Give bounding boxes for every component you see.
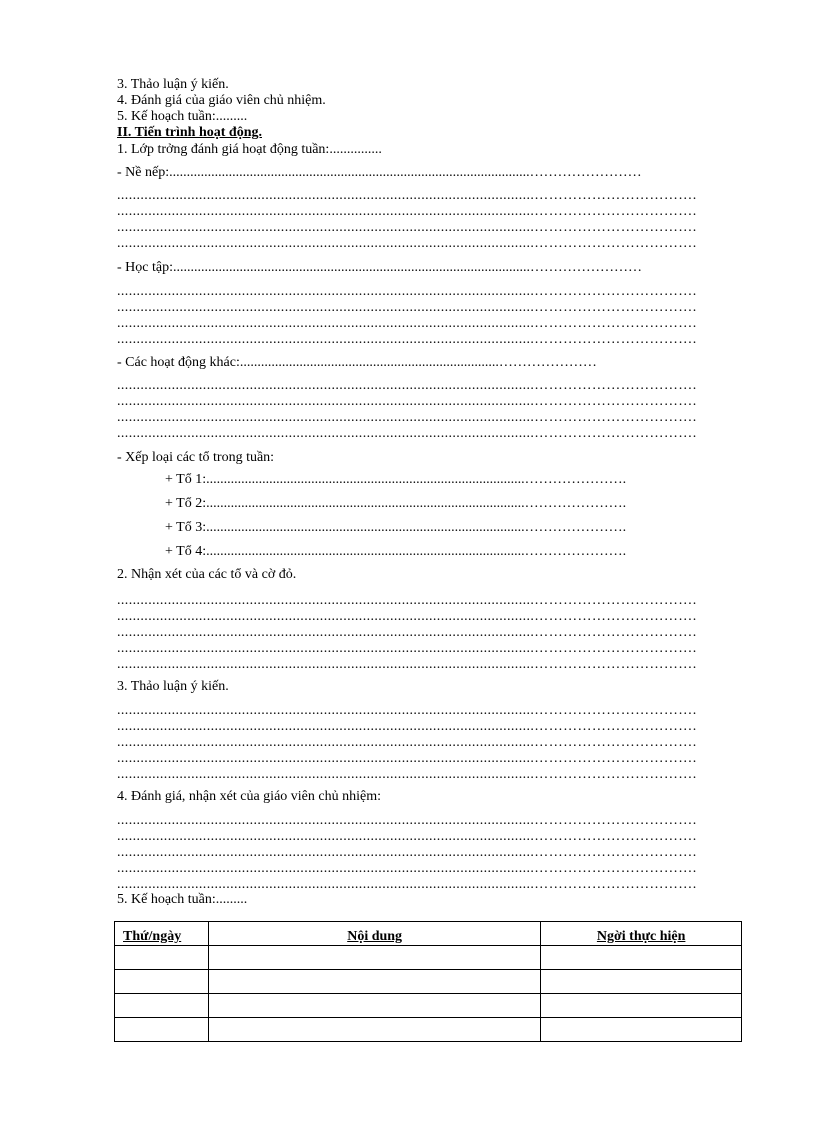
fill-line: ...........................................................................................................……………………………. bbox=[117, 410, 697, 425]
fill-line: ...........................................................................................................……………………………. bbox=[117, 378, 697, 393]
fill-line: ...........................................................................................................……………………………. bbox=[117, 188, 697, 203]
ne-nep-label: - Nề nếp:.......................................................................................................…………………… bbox=[117, 165, 642, 180]
table-cell[interactable] bbox=[541, 970, 742, 994]
part-2-title: 2. Nhận xét của các tổ và cờ đỏ. bbox=[117, 567, 297, 582]
fill-line: ...........................................................................................................……………………………. bbox=[117, 394, 697, 409]
fill-line: ...........................................................................................................……………………………. bbox=[117, 316, 697, 331]
fill-line: ...........................................................................................................……………………………. bbox=[117, 300, 697, 315]
table-cell[interactable] bbox=[208, 970, 540, 994]
fill-line: ...........................................................................................................……………………………. bbox=[117, 657, 697, 672]
fill-line: ...........................................................................................................……………………………. bbox=[117, 877, 697, 892]
fill-line: ...........................................................................................................……………………………. bbox=[117, 236, 697, 251]
intro-item-4: 4. Đánh giá của giáo viên chủ nhiệm. bbox=[117, 93, 326, 108]
part-3-title: 3. Thảo luận ý kiến. bbox=[117, 679, 229, 694]
table-row bbox=[115, 946, 742, 970]
table-cell[interactable] bbox=[115, 1018, 209, 1042]
fill-line: ...........................................................................................................……………………………. bbox=[117, 829, 697, 844]
table-cell[interactable] bbox=[115, 970, 209, 994]
table-cell[interactable] bbox=[115, 994, 209, 1018]
header-person: Ngời thực hiện bbox=[541, 922, 742, 946]
section-2-heading: II. Tiến trình hoạt động. bbox=[117, 125, 262, 140]
to-2-line: + Tổ 2:...........................................................................................…………………. bbox=[165, 496, 627, 511]
header-day: Thứ/ngày bbox=[115, 922, 209, 946]
table-cell[interactable] bbox=[208, 994, 540, 1018]
fill-line: ...........................................................................................................……………………………. bbox=[117, 861, 697, 876]
fill-line: ...........................................................................................................……………………………. bbox=[117, 719, 697, 734]
to-1-line: + Tổ 1:...........................................................................................…………………. bbox=[165, 472, 627, 487]
table-cell[interactable] bbox=[541, 1018, 742, 1042]
fill-line: ...........................................................................................................……………………………. bbox=[117, 735, 697, 750]
table-row bbox=[115, 970, 742, 994]
part-5-title: 5. Kế hoạch tuần:......... bbox=[117, 892, 248, 907]
to-3-line: + Tổ 3:...........................................................................................…………………. bbox=[165, 520, 627, 535]
fill-line: ...........................................................................................................……………………………. bbox=[117, 426, 697, 441]
weekly-plan-table bbox=[114, 921, 742, 1042]
fill-line: ...........................................................................................................……………………………. bbox=[117, 767, 697, 782]
fill-line: ...........................................................................................................……………………………. bbox=[117, 813, 697, 828]
fill-line: ...........................................................................................................……………………………. bbox=[117, 845, 697, 860]
table-cell[interactable] bbox=[115, 946, 209, 970]
hoat-dong-khac-label: - Các hoạt động khác:..........................................................................………………… bbox=[117, 355, 597, 370]
fill-line: ...........................................................................................................……………………………. bbox=[117, 751, 697, 766]
fill-line: ...........................................................................................................……………………………. bbox=[117, 332, 697, 347]
table-row bbox=[115, 1018, 742, 1042]
fill-line: ...........................................................................................................……………………………. bbox=[117, 204, 697, 219]
table-cell[interactable] bbox=[208, 1018, 540, 1042]
table-cell[interactable] bbox=[541, 946, 742, 970]
fill-line: ...........................................................................................................……………………………. bbox=[117, 593, 697, 608]
xep-loai-label: - Xếp loại các tổ trong tuần: bbox=[117, 450, 275, 465]
table-header-row bbox=[115, 922, 742, 946]
fill-line: ...........................................................................................................……………………………. bbox=[117, 625, 697, 640]
header-content: Nội dung bbox=[208, 922, 540, 946]
intro-item-5: 5. Kế hoạch tuần:......... bbox=[117, 109, 248, 124]
part-1-title: 1. Lớp trởng đánh giá hoạt động tuần:............... bbox=[117, 142, 382, 157]
fill-line: ...........................................................................................................……………………………. bbox=[117, 220, 697, 235]
table-cell[interactable] bbox=[208, 946, 540, 970]
fill-line: ...........................................................................................................……………………………. bbox=[117, 609, 697, 624]
hoc-tap-label: - Học tập:......................................................................................................…………………… bbox=[117, 260, 642, 275]
fill-line: ...........................................................................................................……………………………. bbox=[117, 703, 697, 718]
fill-line: ...........................................................................................................……………………………. bbox=[117, 641, 697, 656]
fill-line: ...........................................................................................................……………………………. bbox=[117, 284, 697, 299]
intro-item-3: 3. Thảo luận ý kiến. bbox=[117, 77, 229, 92]
part-4-title: 4. Đánh giá, nhận xét của giáo viên chủ nhiệm: bbox=[117, 789, 381, 804]
table-row bbox=[115, 994, 742, 1018]
table-cell[interactable] bbox=[541, 994, 742, 1018]
to-4-line: + Tổ 4:...........................................................................................…………………. bbox=[165, 544, 627, 559]
